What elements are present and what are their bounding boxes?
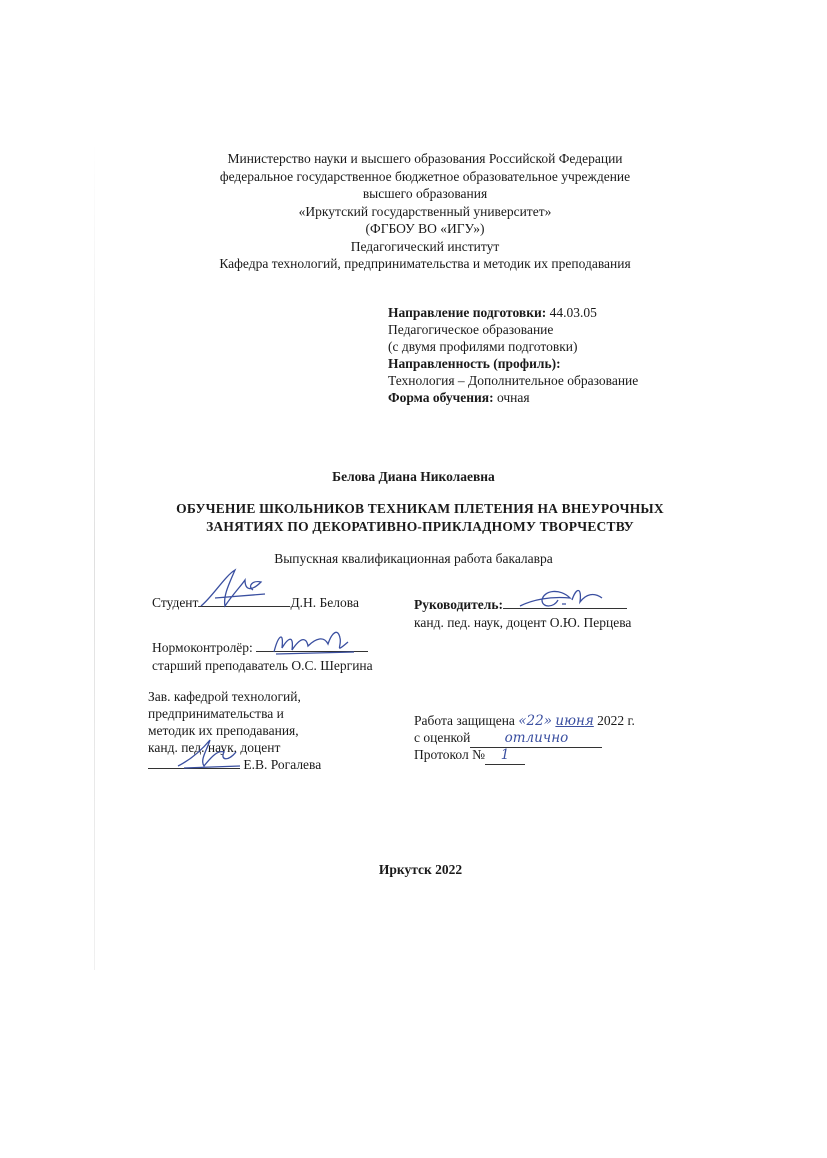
protocol-number: 1 [500,747,510,763]
head-signature-icon [170,730,250,774]
grade-value: отлично [504,730,569,746]
institution-header [190,150,660,273]
protocol-label: Протокол № [414,747,485,762]
head-line2: предпринимательства и [148,706,284,721]
student-signature-icon [195,566,275,614]
normcontrol-label: Нормоконтролёр: [152,640,253,655]
defense-year: 2022 г. [597,713,635,728]
header-line-institution-type: федеральное государственное бюджетное образовательное учреждение [219,168,631,184]
thesis-title-line1: ОБУЧЕНИЕ ШКОЛЬНИКОВ ТЕХНИКАМ ПЛЕТЕНИЯ НА ВНЕУРОЧНЫХ [176,501,664,516]
student-name: Д.Н. Белова [290,595,359,610]
normcontrol-signature-icon [268,622,360,660]
normcontrol-title: старший преподаватель О.С. Шергина [152,658,373,673]
thesis-title-line2: ЗАНЯТИЯХ ПО ДЕКОРАТИВНО-ПРИКЛАДНОМУ ТВОРЧЕСТВУ [206,519,634,534]
header-line-abbreviation: (ФГБОУ ВО «ИГУ») [365,221,485,236]
header-line-education-level: высшего образования [362,186,488,201]
header-line-ministry: Министерство науки и высшего образования Российской Федерации [227,151,623,166]
supervisor-label: Руководитель: [414,597,504,612]
protocol-field [485,746,525,765]
direction-name-line2: (с двумя профилями подготовки) [388,339,578,354]
head-line3: методик их преподавания, [148,723,299,738]
supervisor-title: канд. пед. наук, доцент О.Ю. Перцева [414,615,632,630]
head-line4: канд. пед. наук, доцент [148,740,281,755]
grade-label: с оценкой [414,730,471,745]
protocol-line [414,746,525,765]
thesis-title [150,500,690,536]
defense-day: «22» [518,713,552,729]
work-type: Выпускная квалификационная работа бакалавра [274,551,553,566]
head-line1: Зав. кафедрой технологий, [148,689,301,704]
header-line-institute: Педагогический институт [350,238,500,254]
defense-date-line [414,712,635,730]
direction-code: 44.03.05 [549,305,597,320]
form-value: очная [496,390,530,405]
form-label: Форма обучения: [388,390,494,405]
head-name: Е.В. Рогалева [243,757,322,772]
defense-month: июня [555,713,594,729]
profile-value: Технология – Дополнительное образование [388,373,639,388]
profile-label: Направленность (профиль): [388,356,561,371]
author-name: Белова Диана Николаевна [332,469,495,484]
header-line-department: Кафедра технологий, предпринимательства и методик их преподавания [219,256,631,271]
supervisor-signature-icon [510,580,610,616]
header-line-university: «Иркутский государственный университет» [298,203,552,219]
direction-block [388,304,688,406]
city-year: Иркутск 2022 [378,862,463,877]
defense-label: Работа защищена [414,713,515,728]
direction-label: Направление подготовки: [388,305,547,320]
direction-name-line1: Педагогическое образование [388,322,554,337]
student-label: Студент [152,595,199,610]
